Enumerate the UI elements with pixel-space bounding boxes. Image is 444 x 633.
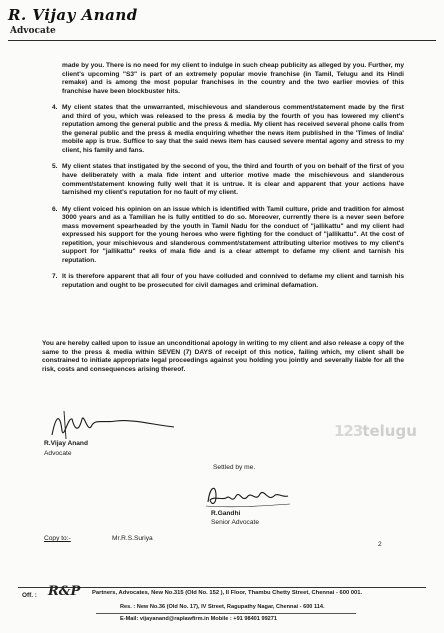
footer-office-address: Partners, Advocates, New No.315 (Old No. 152 ), II Floor, Thambu Chetty Street, Chennai - 600 001. [92, 590, 363, 596]
watermark-suffix: telugu [362, 422, 417, 440]
footer-office-label: Off. : [22, 592, 37, 599]
paragraph-6 [52, 205, 404, 266]
copy-to-label: Copy to:- [44, 535, 71, 542]
paragraph-text: My client voiced his opinion on an issue which is identified with Tamil culture, pride and tradition for almost 3000 years and as a Tamilian he is fully entitled to do so. Moreover, currently there is a never seen before mass movement spearheaded by the youth in Tamil Nadu for the conduct of "jallikattu" and my client had expressed his support for the young heroes who were fighting for the conduct of "jallikattu". At the cost of repetition, your mischievous and slanderous comment/statement attributing ulterior motives to my client's support for "jallikattu" reeks of mala fide and is a clear attempt to defame my client and tarnish his reputation. [62, 205, 404, 264]
copy-to-recipient: Mr.R.S.Suriya [112, 535, 153, 542]
closing-text: You are hereby called upon to issue an unconditional apology in writing to my client and also release a copy of the same to the press & media within SEVEN (7) DAYS of receipt of this notice, failing which, my client shall be constrained to initiate appropriate legal proceedings against you holding you jointly and severally liable for all the risk, costs and consequences arising thereof. [42, 340, 404, 373]
paragraph-7 [52, 273, 404, 290]
paragraph-number: 5. [52, 163, 58, 171]
signature2-title: Senior Advocate [211, 519, 260, 526]
footer-contact: E-Mail: vijayanand@raplawfirm.in Mobile : +91 98401 99271 [120, 616, 278, 622]
letterhead-title: Advocate [10, 26, 56, 36]
letterhead-name: R. Vijay Anand [8, 6, 138, 24]
watermark-prefix: 123 [334, 422, 363, 440]
settled-by-text: Settled by me. [213, 464, 256, 471]
letter-body [52, 62, 404, 291]
closing-paragraph [42, 340, 404, 374]
paragraph-continued [62, 62, 404, 96]
page-number: 2 [378, 541, 382, 548]
signature1-name: R.Vijay Anand [44, 440, 88, 447]
signature1-title: Advocate [44, 450, 72, 457]
paragraph-text: made by you. There is no need for my client to indulge in such cheap publicity as alleged by you. Further, my client's upcoming "S3" is part of an extremely popular movie franchise (in Tamil, Telugu and its Hindi remake) and is among the most popular franchises in the country and the two earlier movies of this franchise have been blockbuster hits. [62, 62, 404, 95]
signature2-name: R.Gandhi [211, 510, 241, 517]
paragraph-text: It is therefore apparent that all four of you have colluded and connived to defame my client and tarnish his reputation and ought to be prosecuted for civil damages and criminal defamation. [62, 273, 404, 290]
paragraph-4 [52, 104, 404, 155]
watermark [334, 422, 438, 440]
letterhead-divider [8, 40, 436, 41]
footer-logo: R&P [48, 584, 81, 599]
footer-residence-address: Res. : New No.36 (Old No. 17), IV Street, Ragupathy Nagar, Chennai - 600 114. [120, 604, 325, 610]
signature-gandhi-icon [202, 478, 292, 514]
letterhead [8, 6, 436, 62]
paragraph-number: 7. [52, 273, 58, 281]
paragraph-5 [52, 163, 404, 197]
paragraph-text: My client states that the unwarranted, mischievous and slanderous comment/statement made by the first and third of you, which was released to the press & media by the fourth of you has lowered my client's reputation among the general public and the press & media. My client has received several phone calls from the general public and the press & media enquiring whether the news item published in the 'Times of India' mobile app is true. Suffice to say that the said news item has caused severe mental agony and stress to my client, his family and fans. [62, 104, 404, 154]
signature-vijay-anand-icon [44, 405, 184, 445]
paragraph-number: 6. [52, 205, 58, 213]
paragraph-number: 4. [52, 104, 58, 112]
paragraph-text: My client states that instigated by the second of you, the third and fourth of you on behalf of the first of you have deliberately with a mala fide intent and ulterior motive made the mischievous and slanderous comment/statement knowing fully well that it is untrue. It is clear and apparent that your actions have tarnished my client's reputation for no fault of my client. [62, 163, 404, 197]
footer-divider-small [96, 613, 356, 614]
